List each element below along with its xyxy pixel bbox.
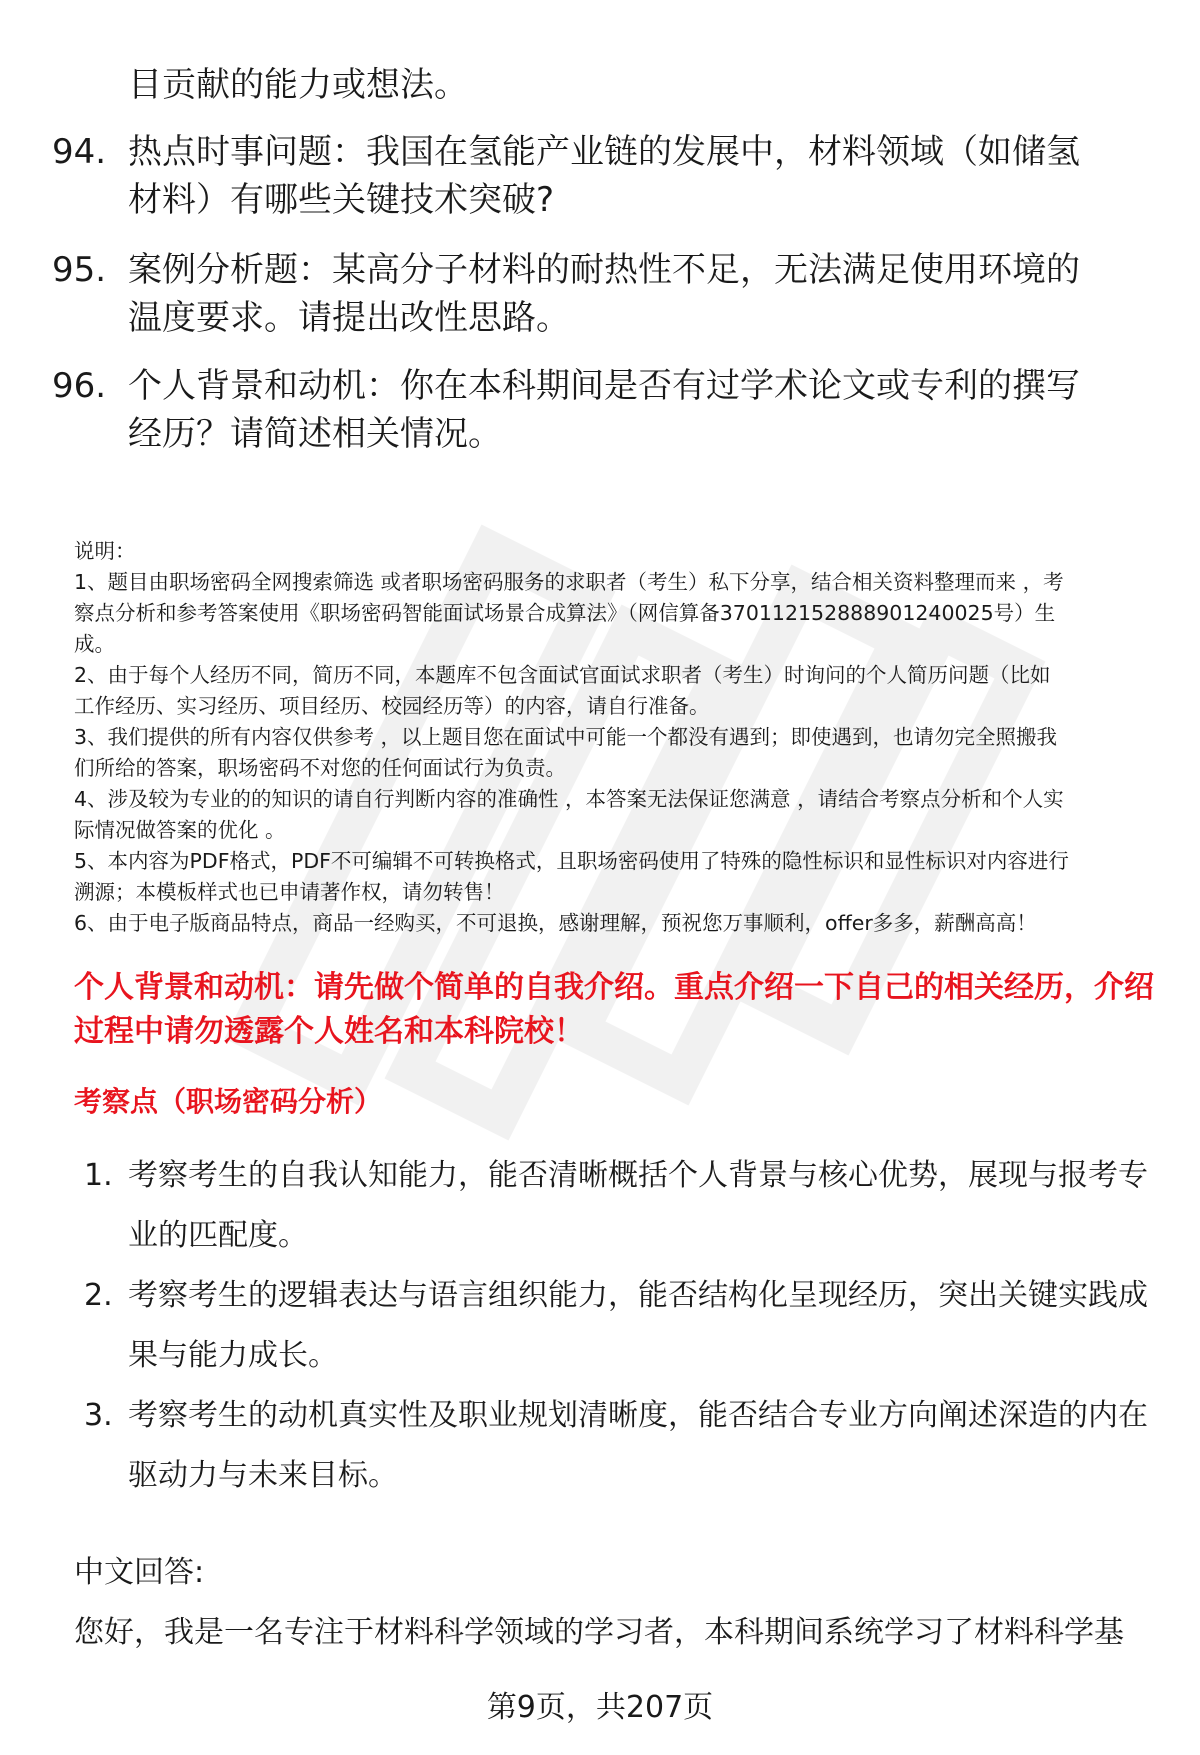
notes-line: 工作经历、实习经历、项目经历、校园经历等）的内容，请自行准备。 [74,694,710,718]
notes-line: 际情况做答案的优化 。 [74,818,286,842]
question-number: 95. [52,250,107,290]
notes-section [74,536,1154,939]
analysis-point [84,1146,1164,1266]
analysis-point-line: 业的匹配度。 [128,1218,308,1253]
notes-line: 3、我们提供的所有内容仅供参考 ，以上题目您在面试中可能一个都没有遇到；即使遇到，也请勿完全照搬我 [74,725,1058,749]
current-question-line: 过程中请勿透露个人姓名和本科院校！ [74,1014,584,1049]
notes-line: 们所给的答案，职场密码不对您的任何面试行为负责。 [74,756,566,780]
analysis-points [84,1146,1164,1506]
analysis-point-line: 驱动力与未来目标。 [128,1458,398,1493]
question-text-line: 材料）有哪些关键技术突破? [128,180,555,220]
answer-label: 中文回答: [74,1555,205,1590]
answer-text: 您好，我是一名专注于材料科学领域的学习者，本科期间系统学习了材料科学基 [74,1615,1124,1650]
notes-line: 2、由于每个人经历不同，简历不同，本题库不包含面试官面试求职者（考生）时询问的个人简历问题（比如 [74,663,1051,687]
notes-line: 溯源；本模板样式也已申请著作权，请勿转售！ [74,880,505,904]
question-number: 94. [52,132,107,172]
current-question-title [74,966,1154,1054]
analysis-point-line: 考察考生的逻辑表达与语言组织能力，能否结构化呈现经历，突出关键实践成 [128,1278,1148,1313]
notes-line: 察点分析和参考答案使用《职场密码智能面试场景合成算法》（网信算备370112152888901240025号）生 [74,601,1056,625]
notes-line: 1、题目由职场密码全网搜索筛选 或者职场密码服务的求职者（考生）私下分享，结合相关资料整理而来 ，考 [74,570,1064,594]
notes-line: 成。 [74,632,115,656]
analysis-point-number: 3. [84,1398,113,1433]
current-question-line: 个人背景和动机：请先做个简单的自我介绍。重点介绍一下自己的相关经历，介绍 [74,970,1154,1005]
analysis-point-number: 1. [84,1158,113,1193]
notes-line: 5、本内容为PDF格式，PDF不可编辑不可转换格式，且职场密码使用了特殊的隐性标识和显性标识对内容进行 [74,849,1069,873]
question-text-line: 热点时事问题：我国在氢能产业链的发展中，材料领域（如储氢 [128,132,1080,172]
analysis-point-line: 果与能力成长。 [128,1338,338,1373]
question-text-line: 温度要求。请提出改性思路。 [128,298,570,338]
notes-line: 6、由于电子版商品特点，商品一经购买，不可退换，感谢理解，预祝您万事顺利，offer多多，薪酬高高！ [74,911,1037,935]
analysis-point-line: 考察考生的动机真实性及职业规划清晰度，能否结合专业方向阐述深造的内在 [128,1398,1148,1433]
analysis-point-line: 考察考生的自我认知能力，能否清晰概括个人背景与核心优势，展现与报考专 [128,1158,1148,1193]
question-number: 96. [52,366,107,406]
page-number: 第9页，共207页 [486,1690,714,1725]
question-text-line: 案例分析题：某高分子材料的耐热性不足，无法满足使用环境的 [128,250,1080,290]
analysis-point [84,1266,1164,1386]
analysis-point-number: 2. [84,1278,113,1313]
analysis-heading: 考察点（职场密码分析） [74,1085,383,1118]
notes-line: 4、涉及较为专业的的知识的请自行判断内容的准确性 ，本答案无法保证您满意 ，请结合考察点分析和个人实 [74,787,1064,811]
question-text-line: 个人背景和动机：你在本科期间是否有过学术论文或专利的撰写 [128,366,1080,406]
question-text-line: 经历？请简述相关情况。 [128,414,502,454]
notes-heading: 说明： [74,539,136,563]
analysis-point [84,1386,1164,1506]
question-continuation: 目贡献的能力或想法。 [128,65,468,105]
